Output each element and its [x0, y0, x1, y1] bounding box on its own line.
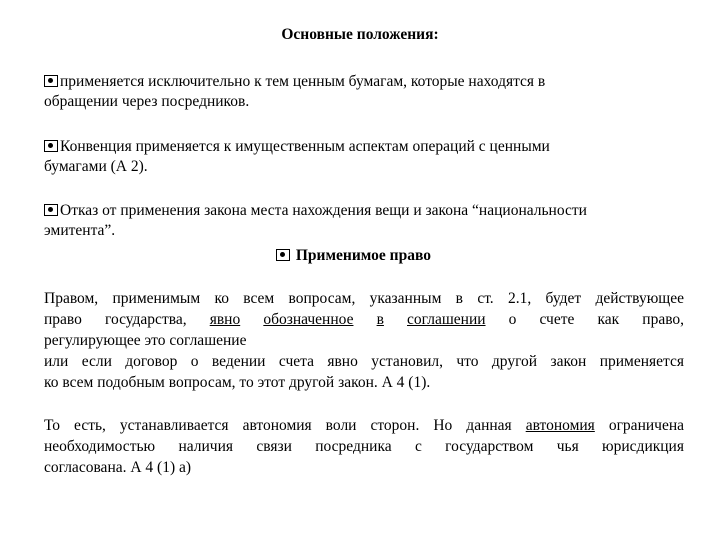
paragraph-2-line-1 — [44, 415, 684, 436]
text-fragment: о счете как право, — [508, 311, 685, 328]
paragraph-1-line-2 — [44, 309, 684, 330]
checkbox-bullet-icon — [276, 249, 290, 261]
checkbox-bullet-icon — [44, 204, 58, 216]
text-fragment: ограничена — [608, 417, 685, 434]
paragraph-1-line-5: ко всем подобным вопросам, то этот другой закон. А 4 (1). — [44, 374, 431, 391]
bullet-1-line-2: обращении через посредников. — [44, 93, 250, 110]
paragraph-1-line-4: или если договор о ведении счета явно установил, что другой закон применяется — [44, 353, 684, 370]
bullet-item-3 — [44, 201, 684, 241]
checkbox-bullet-icon — [44, 140, 58, 152]
checkbox-bullet-icon — [44, 75, 58, 87]
paragraph-autonomy — [44, 415, 684, 478]
section-heading — [276, 246, 431, 266]
bullet-2-line-2: бумагами (А 2). — [44, 158, 148, 175]
paragraph-2-line-3: согласована. А 4 (1) а) — [44, 459, 192, 476]
underlined-text: явно — [209, 311, 241, 328]
section-heading-text: Применимое право — [295, 247, 431, 264]
slide-title: Основные положения: — [281, 26, 439, 43]
bullet-2-line-1: Конвенция применяется к имущественным аспектам операций с ценными — [60, 138, 550, 155]
underlined-text: соглашении — [407, 311, 486, 328]
text-fragment: право государства, — [44, 311, 187, 328]
bullet-item-2 — [44, 137, 684, 177]
bullet-item-1 — [44, 72, 684, 112]
underlined-text: обозначенное — [263, 311, 354, 328]
paragraph-2-line-2: необходимостью наличия связи посредника с государством чья юрисдикция — [44, 438, 684, 455]
underlined-text: автономия — [525, 417, 595, 434]
bullet-3-line-1: Отказ от применения закона места нахождения вещи и закона “национальности — [60, 202, 587, 219]
text-fragment: То есть, устанавливается автономия воли сторон. Но данная — [44, 417, 512, 434]
bullet-1-line-1: применяется исключительно к тем ценным бумагам, которые находятся в — [60, 73, 546, 90]
bullet-3-line-2: эмитента”. — [44, 222, 116, 239]
paragraph-applicable-law — [44, 288, 684, 393]
paragraph-1-line-3: регулирующее это соглашение — [44, 332, 247, 349]
underlined-text: в — [376, 311, 384, 328]
paragraph-1-line-1: Правом, применимым ко всем вопросам, указанным в ст. 2.1, будет действующее — [44, 290, 684, 307]
